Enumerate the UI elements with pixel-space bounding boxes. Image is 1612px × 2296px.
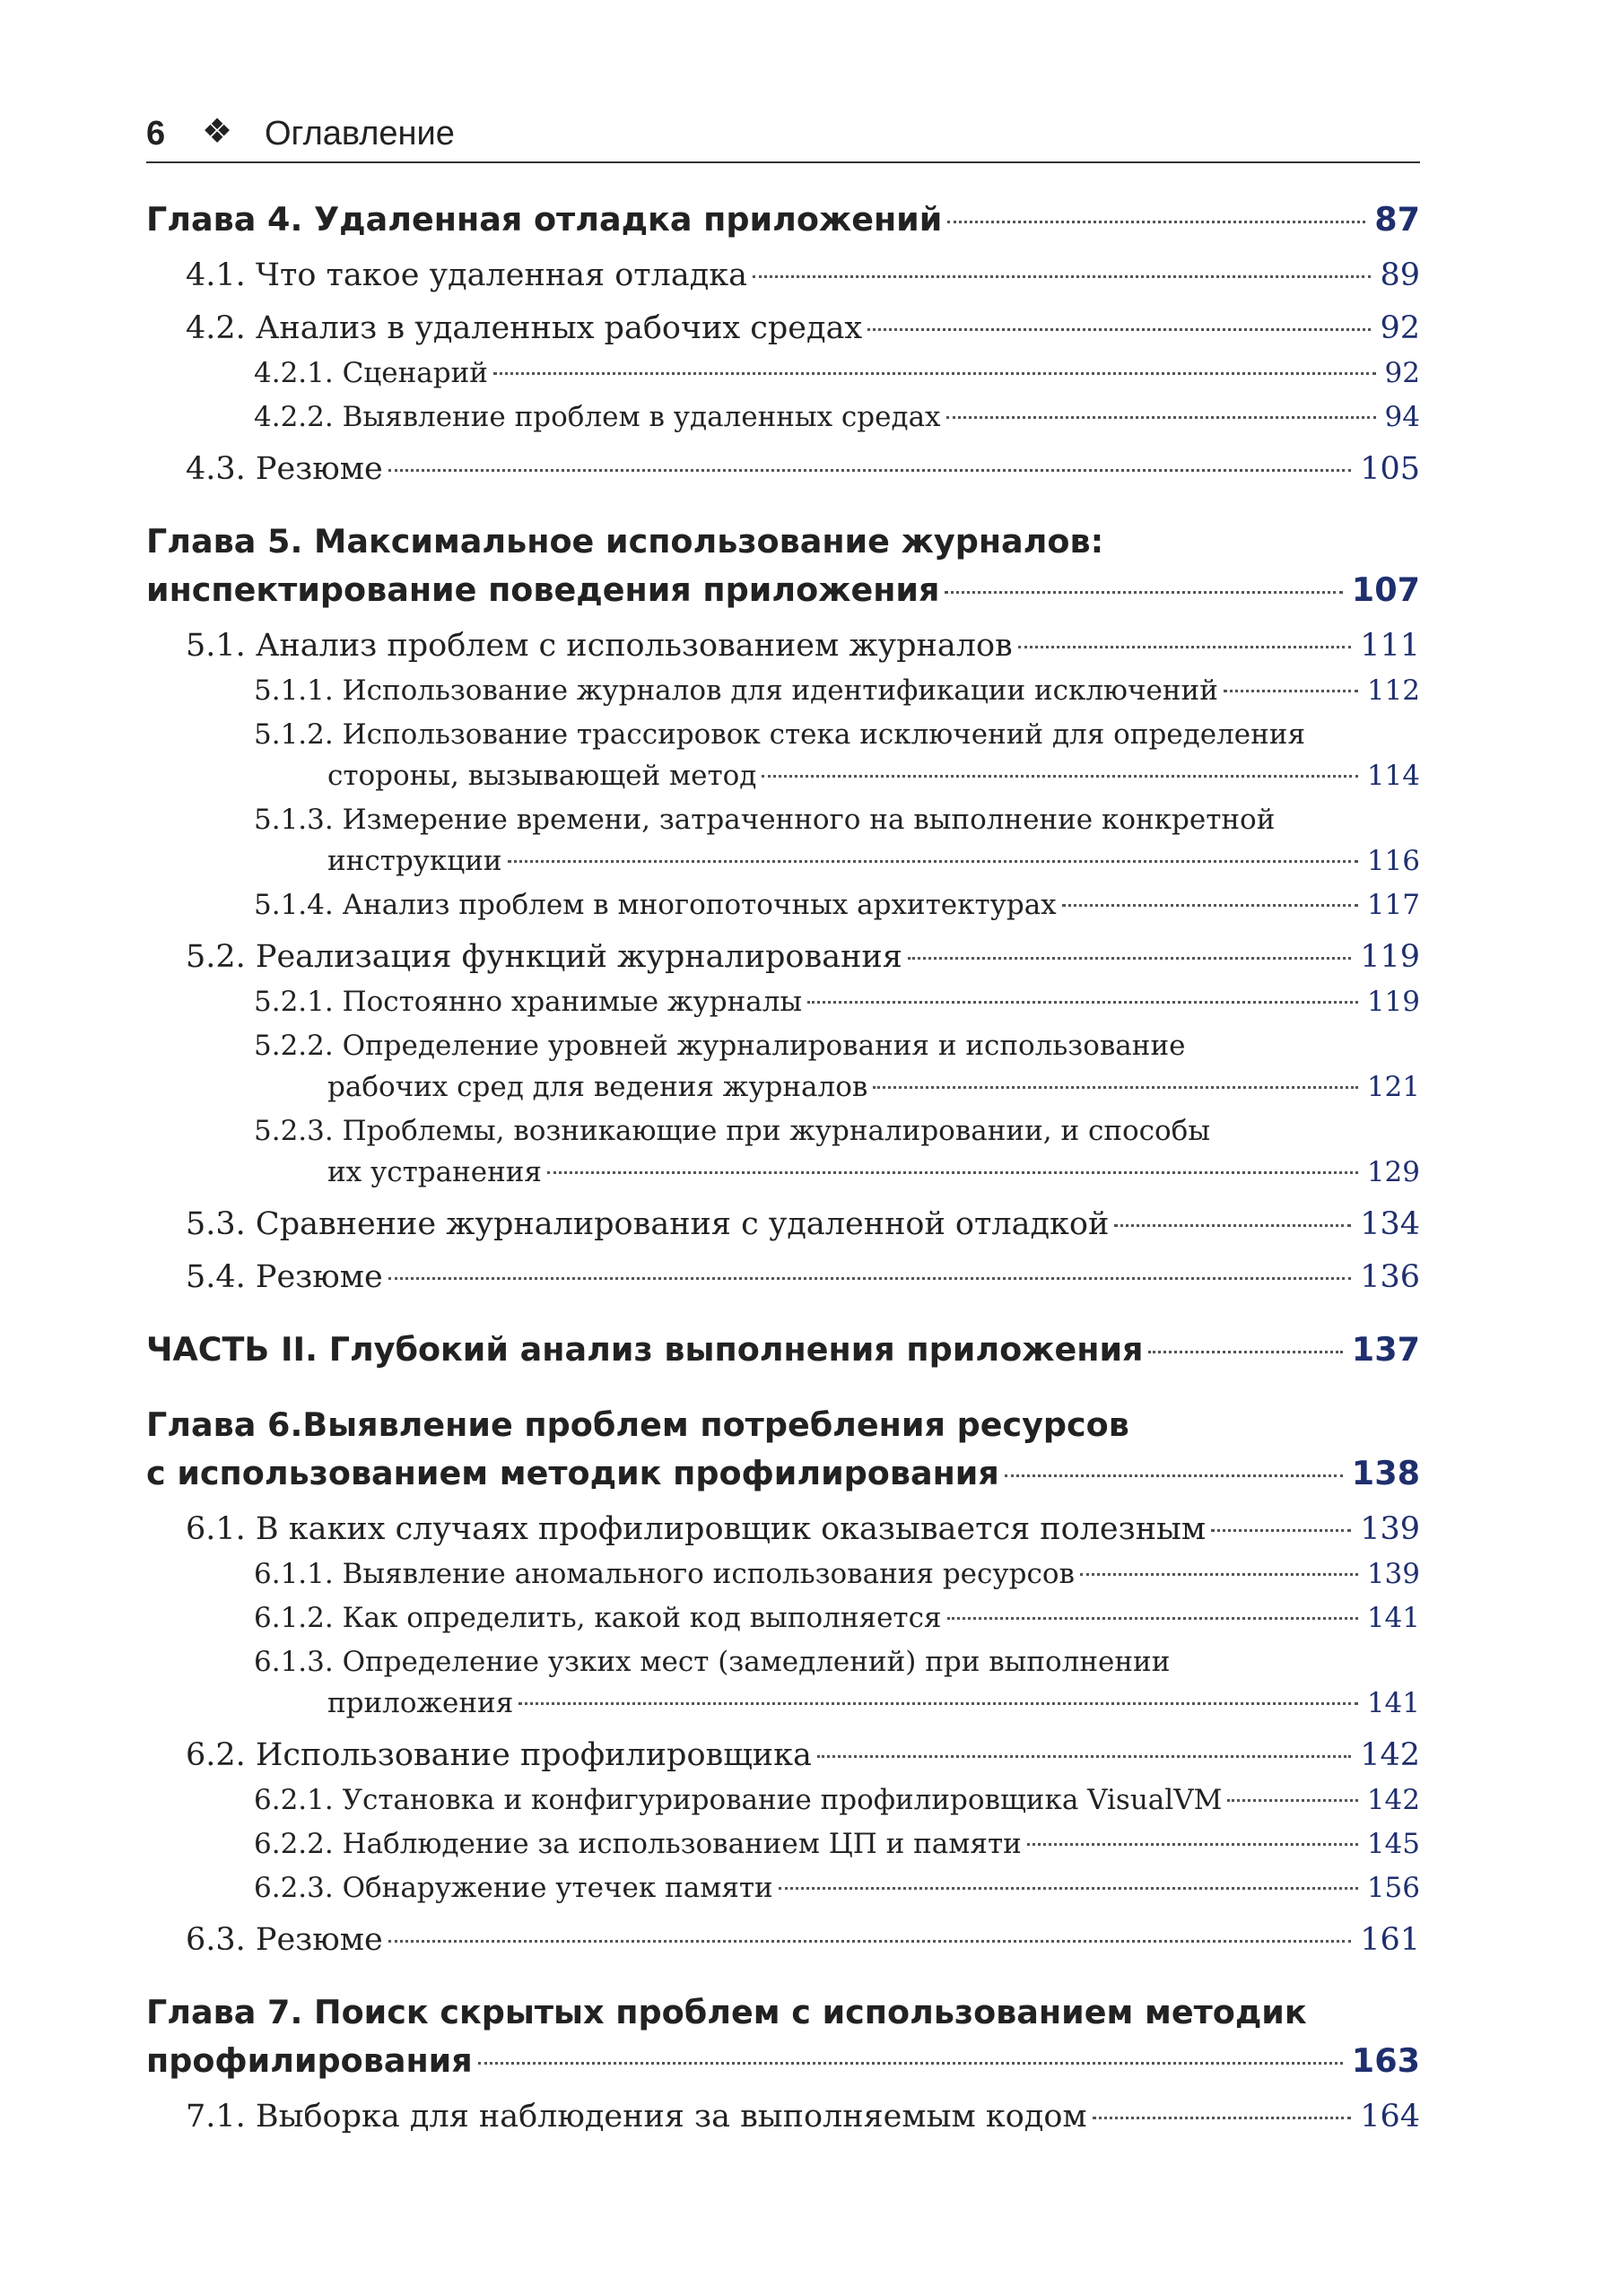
toc-entry-title: Глава 4. Удаленная отладка приложений xyxy=(146,200,943,239)
toc-entry-title: инспектирование поведения приложения xyxy=(146,570,940,609)
toc-entry-page: 89 xyxy=(1380,257,1420,293)
toc-entry-title: 4.2. Анализ в удаленных рабочих средах xyxy=(186,310,863,346)
toc-entry-title: 4.2.2. Выявление проблем в удаленных средах xyxy=(254,401,941,433)
toc-entry-title: 6.3. Резюме xyxy=(186,1922,383,1958)
toc-entry-title: стороны, вызывающей метод xyxy=(327,760,757,792)
toc-entry-title: с использованием методик профилирования xyxy=(146,1454,999,1492)
toc-entry-page: 116 xyxy=(1366,845,1420,877)
toc-entry-title: 6.2. Использование профилировщика xyxy=(186,1737,812,1773)
toc-entry-page: 129 xyxy=(1366,1156,1420,1188)
toc-entry-page: 141 xyxy=(1366,1687,1420,1719)
dot-leader xyxy=(1062,904,1358,907)
toc-entry-title: рабочих сред для ведения журналов xyxy=(327,1071,868,1103)
dot-leader xyxy=(779,1887,1358,1890)
toc-entry-page: 114 xyxy=(1366,760,1420,792)
toc-entry-title: 5.1.1. Использование журналов для идентификации исключений xyxy=(254,674,1218,707)
toc-entry-title: 7.1. Выборка для наблюдения за выполняемым кодом xyxy=(186,2099,1087,2135)
toc-entry-subsection xyxy=(146,1553,1420,1595)
dot-leader xyxy=(947,1617,1358,1620)
toc-entry-page: 141 xyxy=(1366,1602,1420,1634)
toc-entry-section xyxy=(146,307,1420,350)
toc-entry-section xyxy=(146,935,1420,978)
toc-entry-chapter xyxy=(146,1326,1420,1374)
toc-entry-title: 5.4. Резюме xyxy=(186,1259,383,1295)
toc-entry-title: ЧАСТЬ II. Глубокий анализ выполнения приложения xyxy=(146,1330,1144,1369)
toc-entry-page: 156 xyxy=(1366,1872,1420,1904)
toc-entry-title: 4.3. Резюме xyxy=(186,451,383,487)
toc-entry-subsection xyxy=(146,884,1420,926)
toc-entry-title: Глава 6.Выявление проблем потребления ресурсов xyxy=(146,1405,1129,1444)
toc-entry-title: 4.1. Что такое удаленная отладка xyxy=(186,257,748,293)
dot-leader xyxy=(807,1001,1358,1004)
toc-entry-page: 139 xyxy=(1360,1511,1420,1547)
toc-entry-section xyxy=(146,1203,1420,1246)
toc-entry-chapter xyxy=(146,196,1420,244)
page-number: 6 xyxy=(146,115,166,152)
dot-leader xyxy=(1093,2117,1352,2119)
toc-entry-title: 6.1.2. Как определить, какой код выполняется xyxy=(254,1602,942,1634)
dot-leader xyxy=(1114,1224,1351,1227)
toc-entry-title: 5.2.3. Проблемы, возникающие при журналировании, и способы xyxy=(254,1115,1211,1147)
toc-entry-title: 6.2.3. Обнаружение утечек памяти xyxy=(254,1872,773,1904)
toc-entry-page: 119 xyxy=(1366,986,1420,1018)
toc-entry-page: 92 xyxy=(1380,310,1420,346)
dot-leader xyxy=(1005,1474,1343,1477)
toc-entry-section xyxy=(146,254,1420,297)
dot-leader xyxy=(478,2062,1343,2065)
toc-entry-title: Глава 7. Поиск скрытых проблем с использованием методик xyxy=(146,1993,1307,2031)
toc-entry-title: 6.2.1. Установка и конфигурирование профилировщика VisualVM xyxy=(254,1784,1223,1816)
dot-leader xyxy=(493,372,1376,375)
toc-entry-subsection xyxy=(146,670,1420,711)
toc-entry-page: 105 xyxy=(1360,451,1420,487)
toc-entry-subsection xyxy=(146,1597,1420,1639)
toc-entry-page: 111 xyxy=(1360,628,1420,664)
dot-leader xyxy=(1027,1843,1358,1846)
toc-entry-section xyxy=(146,1508,1420,1551)
toc-entry-subsection xyxy=(146,1025,1420,1108)
toc-entry-subsection xyxy=(146,352,1420,394)
toc-entry-subsection xyxy=(146,1823,1420,1865)
toc-entry-page: 138 xyxy=(1351,1454,1420,1492)
toc-entry-title: 5.1.4. Анализ проблем в многопоточных архитектурах xyxy=(254,889,1057,921)
toc-entry-title: инструкции xyxy=(327,845,502,877)
toc-entry-page: 87 xyxy=(1374,200,1420,239)
ornament-icon: ❖ xyxy=(202,113,233,151)
toc-entry-title: 5.1.2. Использование трассировок стека исключений для определения xyxy=(254,718,1306,751)
dot-leader xyxy=(1148,1351,1342,1353)
toc-entry-page: 119 xyxy=(1360,939,1420,975)
toc-entry-title: 5.1.3. Измерение времени, затраченного на выполнение конкретной xyxy=(254,804,1276,836)
toc-entry-page: 161 xyxy=(1360,1922,1420,1958)
toc-entry-chapter xyxy=(146,517,1420,614)
dot-leader xyxy=(947,221,1365,223)
dot-leader xyxy=(867,328,1371,331)
dot-leader xyxy=(946,416,1376,419)
toc-entry-page: 94 xyxy=(1384,401,1420,433)
toc-entry-page: 107 xyxy=(1351,570,1420,609)
dot-leader xyxy=(762,775,1357,778)
toc-entry-subsection xyxy=(146,981,1420,1022)
dot-leader xyxy=(873,1086,1357,1089)
toc-entry-title: профилирования xyxy=(146,2041,473,2080)
dot-leader xyxy=(388,1940,1352,1943)
toc-entry-title: 6.1. В каких случаях профилировщик оказывается полезным xyxy=(186,1511,1207,1547)
toc-entry-title: 5.2.2. Определение уровней журналирования и использование xyxy=(254,1030,1186,1062)
dot-leader xyxy=(908,957,1351,960)
toc-entry-title: 5.2. Реализация функций журналирования xyxy=(186,939,902,975)
toc-entry-section xyxy=(146,1918,1420,1961)
toc-entry-page: 137 xyxy=(1351,1330,1420,1369)
dot-leader xyxy=(1211,1529,1351,1532)
toc-entry-subsection xyxy=(146,714,1420,796)
dot-leader xyxy=(1018,646,1351,648)
dot-leader xyxy=(817,1755,1351,1758)
toc-entry-title: 6.2.2. Наблюдение за использованием ЦП и памяти xyxy=(254,1828,1022,1860)
toc-entry-subsection xyxy=(146,1779,1420,1821)
toc-entry-page: 142 xyxy=(1366,1784,1420,1816)
toc-entry-page: 121 xyxy=(1366,1071,1420,1103)
toc-entry-subsection xyxy=(146,799,1420,882)
toc-entry-title: 5.3. Сравнение журналирования с удаленной отладкой xyxy=(186,1206,1110,1242)
toc-entry-chapter xyxy=(146,1401,1420,1498)
toc-entry-section xyxy=(146,1734,1420,1777)
dot-leader xyxy=(508,860,1358,863)
dot-leader xyxy=(518,1702,1358,1705)
toc-entry-chapter xyxy=(146,1988,1420,2085)
toc-entry-subsection xyxy=(146,1110,1420,1193)
toc-entry-page: 112 xyxy=(1366,674,1420,707)
dot-leader xyxy=(1227,1799,1358,1802)
toc-entry-page: 142 xyxy=(1360,1737,1420,1773)
toc-entry-subsection xyxy=(146,396,1420,438)
running-title: Оглавление xyxy=(265,115,455,152)
toc-entry-title: 5.2.1. Постоянно хранимые журналы xyxy=(254,986,803,1018)
toc-entry-title: 4.2.1. Сценарий xyxy=(254,357,488,389)
toc-entry-section xyxy=(146,2095,1420,2138)
dot-leader xyxy=(547,1171,1358,1174)
toc-entry-page: 92 xyxy=(1384,357,1420,389)
toc-entry-page: 145 xyxy=(1366,1828,1420,1860)
toc-entry-section xyxy=(146,624,1420,667)
toc-entry-title: 6.1.1. Выявление аномального использования ресурсов xyxy=(254,1558,1075,1590)
dot-leader xyxy=(1224,690,1358,692)
table-of-contents xyxy=(146,179,1420,2138)
toc-entry-subsection xyxy=(146,1867,1420,1909)
dot-leader xyxy=(388,1277,1352,1280)
toc-entry-title: 6.1.3. Определение узких мест (замедлений) при выполнении xyxy=(254,1646,1171,1678)
toc-entry-page: 164 xyxy=(1360,2099,1420,2135)
toc-entry-section xyxy=(146,448,1420,491)
toc-entry-title: Глава 5. Максимальное использование журналов: xyxy=(146,522,1104,561)
toc-entry-title: 5.1. Анализ проблем с использованием журналов xyxy=(186,628,1013,664)
toc-entry-title: их устранения xyxy=(327,1156,542,1188)
toc-entry-title: приложения xyxy=(327,1687,514,1719)
toc-entry-subsection xyxy=(146,1641,1420,1724)
toc-entry-page: 136 xyxy=(1360,1259,1420,1295)
dot-leader xyxy=(388,469,1352,472)
toc-entry-page: 163 xyxy=(1351,2041,1420,2080)
toc-entry-page: 139 xyxy=(1366,1558,1420,1590)
dot-leader xyxy=(1080,1573,1358,1576)
toc-entry-page: 117 xyxy=(1366,889,1420,921)
dot-leader xyxy=(945,591,1342,594)
dot-leader xyxy=(753,275,1371,278)
toc-entry-page: 134 xyxy=(1360,1206,1420,1242)
running-header xyxy=(146,106,1420,163)
toc-entry-section xyxy=(146,1256,1420,1299)
